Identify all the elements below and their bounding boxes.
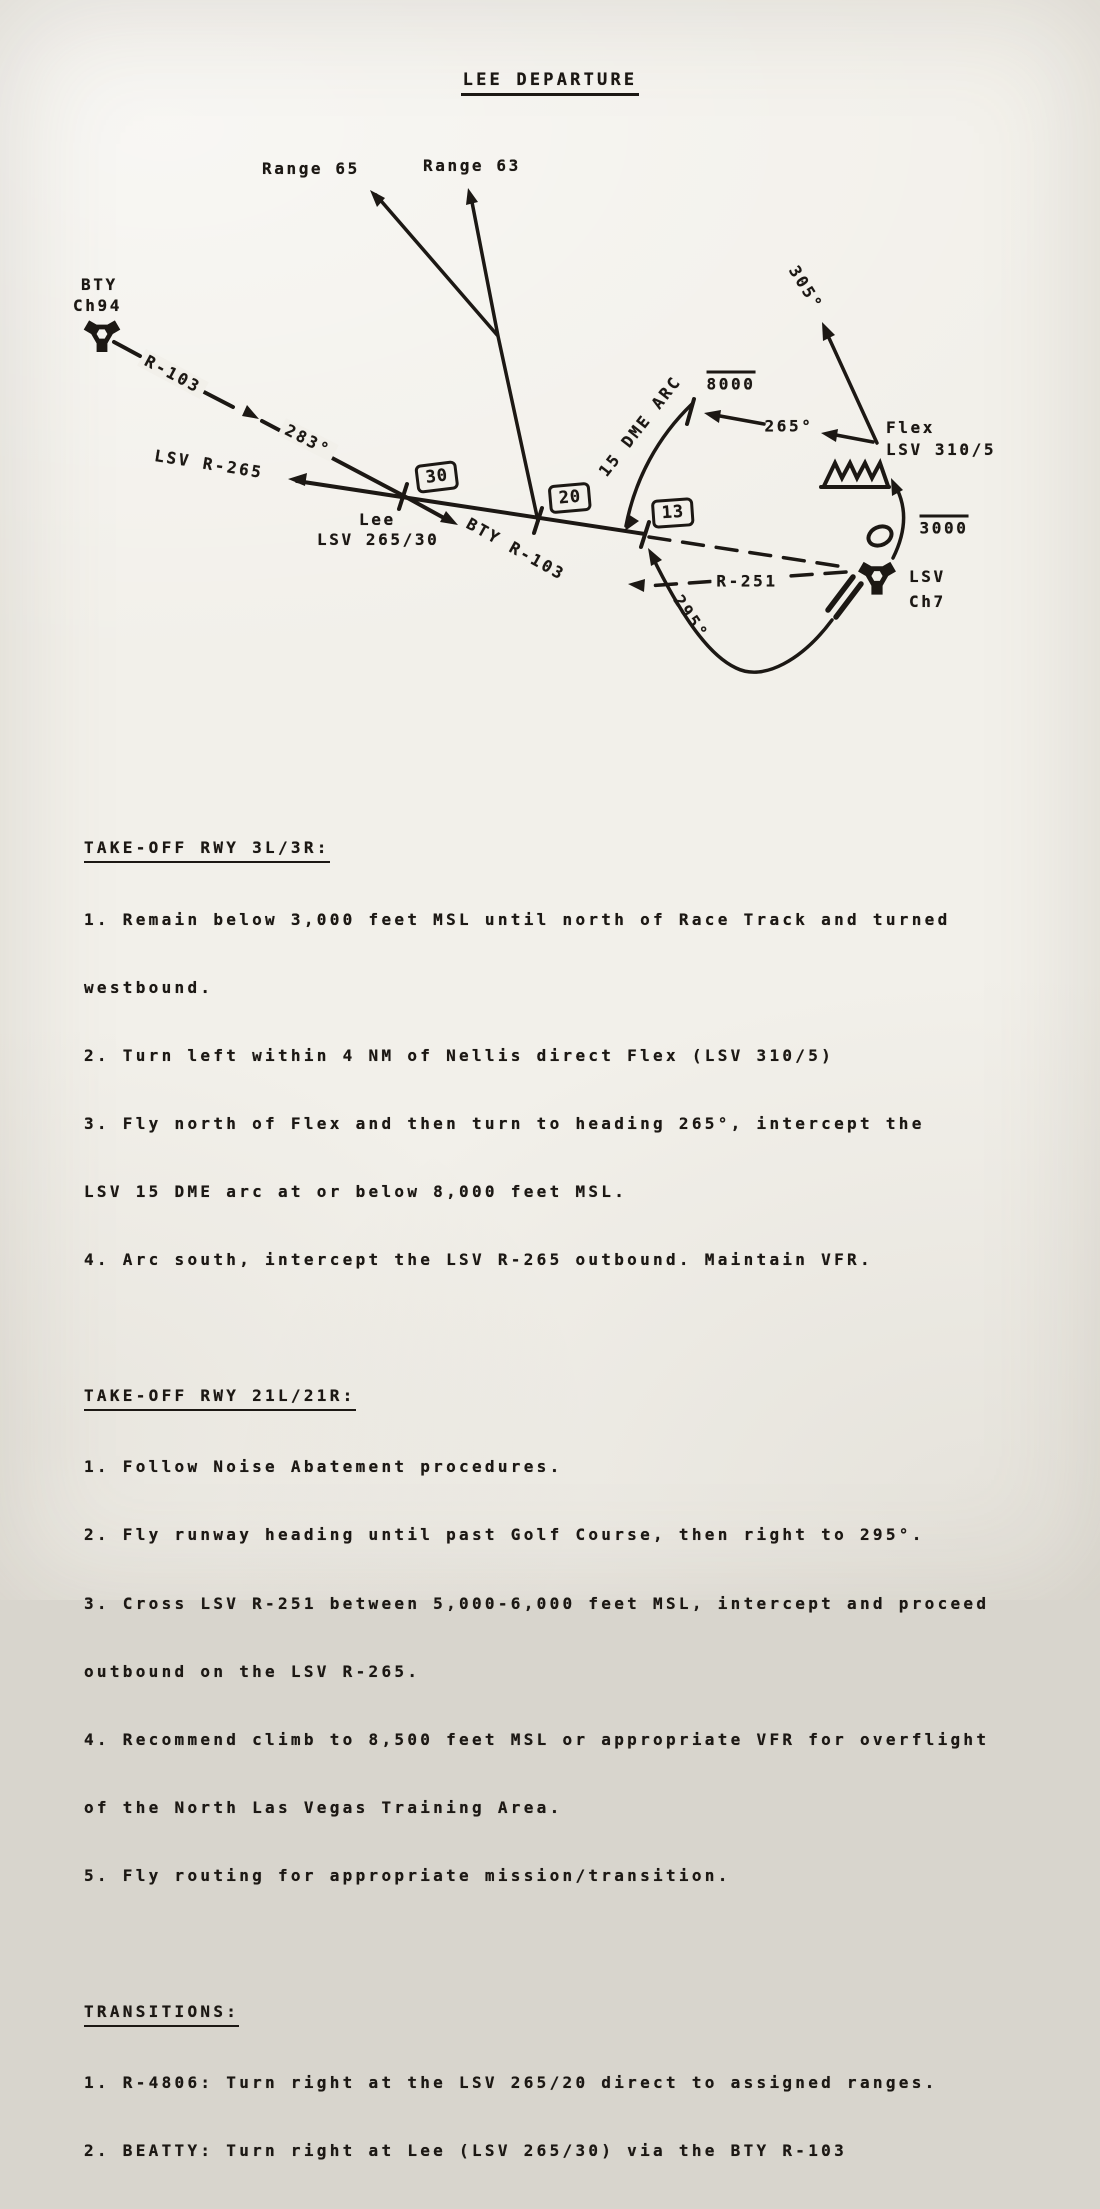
mountains-symbol: [821, 463, 889, 487]
deg283-label: 283°: [277, 418, 338, 462]
tacan-symbol-bty: [84, 320, 121, 352]
procedure-line: 4. Recommend climb to 8,500 feet MSL or appropriate VFR for overflight: [84, 1729, 990, 1749]
bty-r103-outbound-arrowhead: [440, 511, 458, 525]
rwy3-climb-curve: [893, 489, 904, 558]
section-spacer: [84, 1933, 1044, 1956]
bty-r103-label: BTY R-103: [463, 514, 569, 584]
lsv-r265-inner-dashed-line: [649, 537, 838, 566]
golf-course-oval: [865, 523, 894, 549]
deg295-label: 295°: [669, 591, 713, 643]
heading305-arrowhead: [822, 322, 835, 341]
lee-fix-label: LSV 265/30: [317, 530, 440, 549]
range63-arrowhead: [466, 188, 478, 205]
procedure-line: 3. Cross LSV R-251 between 5,000-6,000 feet MSL, intercept and proceed: [84, 1593, 990, 1613]
r251-label: R-251: [711, 572, 782, 591]
lsv-r251-arrowhead: [628, 579, 645, 592]
procedure-line: 1. Follow Noise Abatement procedures.: [84, 1457, 563, 1477]
r103-label: R-103: [137, 349, 209, 399]
procedure-line: 4. Arc south, intercept the LSV R-265 outbound. Maintain VFR.: [84, 1250, 873, 1270]
bty-name-label: BTY: [81, 275, 118, 294]
section-heading-transitions: TRANSITIONS:: [84, 2001, 1044, 2027]
procedure-line: LSV 15 DME arc at or below 8,000 feet MSL.: [84, 1181, 628, 1201]
procedure-line: 3. Fly north of Flex and then turn to heading 265°, intercept the: [84, 1113, 925, 1133]
bty-r103-arrowhead: [242, 405, 259, 419]
runway-symbol: [828, 577, 861, 617]
procedure-line: outbound on the LSV R-265.: [84, 1661, 421, 1681]
heading265-arrowhead-west: [704, 410, 721, 423]
lsv-name-label: LSV: [909, 567, 946, 586]
range63-label: Range 63: [423, 156, 521, 175]
lsv-r265-label: LSV R-265: [153, 446, 265, 482]
heading305-line: [829, 338, 877, 443]
procedure-line: 1. Remain below 3,000 feet MSL until north of Race Track and turned: [84, 909, 951, 929]
procedure-line: 2. Turn left within 4 NM of Nellis direct Flex (LSV 310/5): [84, 1045, 835, 1065]
flex-name-label: Flex: [886, 418, 935, 437]
section-heading-rwy21: TAKE-OFF RWY 21L/21R:: [84, 1385, 1044, 1411]
rwy21-turn-arrowhead: [648, 548, 662, 566]
lsv-channel-label: Ch7: [909, 592, 946, 611]
bty-channel-label: Ch94: [73, 296, 122, 315]
procedure-line: of the North Las Vegas Training Area.: [84, 1797, 563, 1817]
procedure-line: westbound.: [84, 977, 214, 997]
lee-name-label: Lee: [359, 510, 396, 529]
deg305-label: 305°: [784, 262, 828, 314]
tacan-symbol-lsv: [858, 562, 896, 595]
deg265-label: 265°: [764, 416, 814, 436]
dme-box-20: 20: [548, 482, 593, 515]
range65-label: Range 65: [262, 159, 360, 178]
heading265-line-east: [836, 435, 873, 442]
dme-arc-label: 15 DME ARC: [594, 371, 686, 481]
procedure-line: 2. BEATTY: Turn right at Lee (LSV 265/30) via the BTY R-103: [84, 2141, 848, 2161]
section-spacer: [84, 1317, 1044, 1340]
alt-8000-label: 8000: [707, 371, 756, 394]
dme-box-13: 13: [651, 497, 695, 529]
dme-box-30: 30: [414, 460, 460, 494]
section-heading-rwy3: TAKE-OFF RWY 3L/3R:: [84, 837, 1044, 863]
procedure-text-block: [84, 792, 1044, 2209]
heading265-arrowhead-east: [821, 429, 838, 442]
heading265-line-west: [720, 416, 764, 424]
lsv-r265-arrowhead: [288, 473, 307, 486]
procedure-line: 5. Fly routing for appropriate mission/transition.: [84, 1866, 731, 1886]
page-title-text: LEE DEPARTURE: [461, 70, 640, 96]
procedure-line: 1. R-4806: Turn right at the LSV 265/20 direct to assigned ranges.: [84, 2073, 938, 2093]
alt-3000-label: 3000: [920, 515, 969, 538]
flex-fix-label: LSV 310/5: [886, 440, 997, 459]
procedure-line: 2. Fly runway heading until past Golf Course, then right to 295°.: [84, 1525, 925, 1545]
rwy3-climb-arrowhead: [891, 478, 903, 496]
